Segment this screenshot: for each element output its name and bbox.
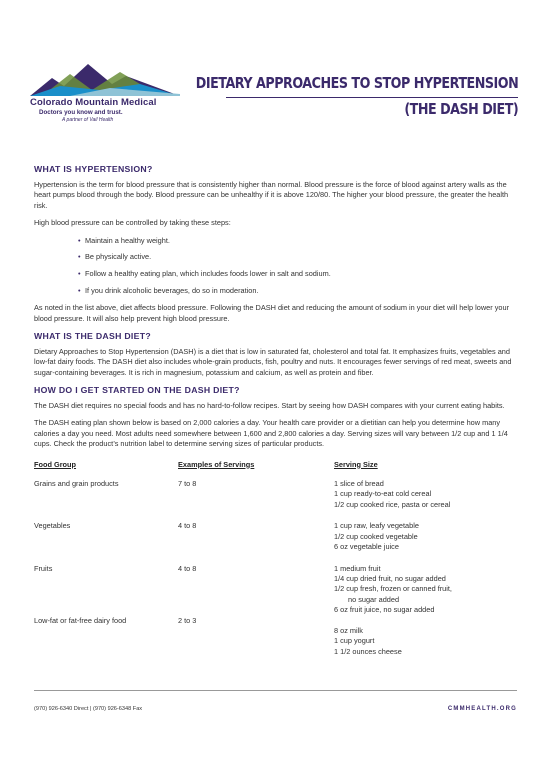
food-group-cell: Fruits	[34, 563, 53, 573]
paragraph: The DASH eating plan shown below is based on 2,000 calories a day. Your health care provider or a dietitian can help you determine how many calories a day you need. Most adults need somewhere between 1,600 and 2,800 calories a day. Serving sizes will vary between 1/2 cup and 1 1/4 cups. Check the product’s nutrition label to determine serving sizes of particular products.	[34, 418, 508, 449]
serving-size-line: 1/2 cup cooked rice, pasta or cereal	[334, 499, 451, 509]
serving-size-line: 1/2 cup cooked vegetable	[334, 531, 418, 541]
logo-tagline: Doctors you know and trust.	[39, 109, 123, 116]
footer-phones: (970) 926-6340 Direct | (970) 926-6348 Fax	[34, 706, 143, 712]
title-line-2: (THE DASH DIET)	[404, 100, 518, 118]
section-heading-start: HOW DO I GET STARTED ON THE DASH DIET?	[34, 385, 240, 396]
table-row	[34, 521, 520, 563]
servings-cell: 4 to 8	[178, 521, 197, 531]
food-group-cell: Grains and grain products	[34, 479, 119, 489]
paragraph: The DASH diet requires no special foods and has no hard-to-follow recipes. Start by seeing how DASH compares with your current eating habits.	[34, 400, 505, 410]
serving-size-cell	[334, 616, 520, 658]
serving-size-line: 1 cup ready-to-eat cold cereal	[334, 489, 432, 499]
food-group-cell: Low-fat or fat-free dairy food	[34, 615, 127, 625]
serving-size-cell	[334, 479, 520, 521]
serving-size-line: 1 cup raw, leafy vegetable	[334, 521, 419, 531]
logo	[30, 60, 180, 123]
serving-size-line: 1 1/2 ounces cheese	[334, 646, 402, 656]
serving-size-line: 1/2 cup fresh, frozen or canned fruit,	[334, 584, 452, 594]
list-item: • If you drink alcoholic beverages, do so in moderation.	[79, 286, 520, 297]
section-heading-dash: WHAT IS THE DASH DIET?	[34, 331, 151, 342]
serving-size-line: 6 oz fruit juice, no sugar added	[334, 605, 435, 615]
list-item: • Follow a healthy eating plan, which includes foods lower in salt and sodium.	[79, 269, 520, 280]
list-item: • Be physically active.	[79, 252, 520, 263]
title-line-1: DIETARY APPROACHES TO STOP HYPERTENSION	[195, 74, 518, 92]
serving-size-line: 1 slice of bread	[334, 479, 384, 489]
serving-size-line: 1 medium fruit	[334, 563, 381, 573]
serving-size-line: 1/4 cup dried fruit, no sugar added	[334, 573, 446, 583]
serving-size-cell	[334, 521, 520, 563]
section-heading-hypertension: WHAT IS HYPERTENSION?	[34, 164, 153, 174]
logo-partner: A partner of Vail Health	[62, 117, 114, 123]
servings-cell: 2 to 3	[178, 615, 197, 625]
page-title	[196, 72, 518, 120]
table-row	[34, 479, 520, 521]
column-header: Food Group	[34, 459, 77, 469]
table-row	[34, 616, 520, 658]
paragraph: Hypertension is the term for blood pressure that is consistently higher than normal. Blood pressure is the force of blood against artery walls as the heart pumps blood through the body. Blood pressure can be unhealthy if it is above 120/80. The higher your blood pressure, the greater the health risk.	[34, 179, 509, 210]
mountain-logo-icon	[30, 60, 180, 96]
serving-size-line: 6 oz vegetable juice	[334, 542, 399, 552]
serving-size-cell	[334, 564, 520, 616]
paragraph: Dietary Approaches to Stop Hypertension (DASH) is a diet that is low in saturated fat, cholesterol and total fat. It emphasizes fruits, vegetables and low-fat dairy foods. The DASH diet also includes whole-grain products, fish, poultry and nuts. It encourages fewer servings of red meat, sweets and sugar-containing beverages. It is rich in magnesium, potassium and calcium, as well as protein and fiber.	[34, 346, 512, 377]
footer-website-link[interactable]: CMMHEALTH.ORG	[447, 706, 517, 712]
column-header: Serving Size	[334, 459, 378, 469]
column-header: Examples of Servings	[178, 459, 255, 469]
serving-size-line: 1 cup yogurt	[334, 636, 375, 646]
title-divider	[226, 97, 518, 98]
servings-cell: 4 to 8	[178, 563, 197, 573]
paragraph: As noted in the list above, diet affects blood pressure. Following the DASH diet and reducing the amount of sodium in your diet will help lower your blood pressure. It will also help prevent high blood pressure.	[34, 303, 510, 323]
table-row	[34, 564, 520, 616]
serving-size-line: 8 oz milk	[334, 625, 363, 635]
page-header	[0, 0, 550, 140]
paragraph: High blood pressure can be controlled by taking these steps:	[34, 218, 231, 227]
serving-table	[34, 460, 520, 658]
logo-name: Colorado Mountain Medical	[30, 97, 157, 108]
main-content	[34, 164, 520, 657]
list-item: • Maintain a healthy weight.	[79, 236, 520, 247]
serving-size-line: no sugar added	[348, 594, 400, 604]
serving-size-line	[334, 616, 520, 626]
footer-divider	[34, 690, 517, 691]
food-group-cell: Vegetables	[34, 521, 71, 531]
steps-list	[79, 236, 520, 297]
servings-cell: 7 to 8	[178, 479, 197, 489]
